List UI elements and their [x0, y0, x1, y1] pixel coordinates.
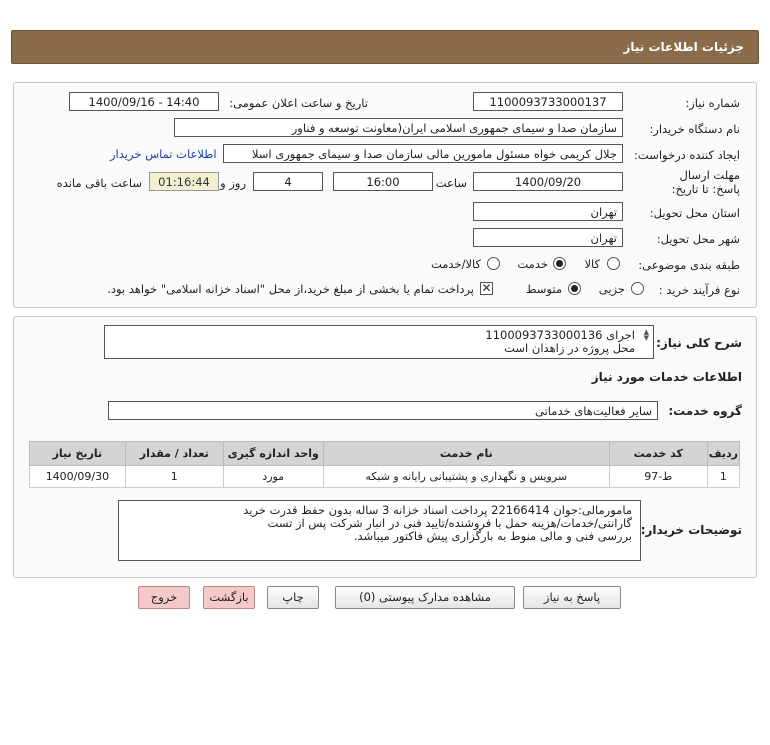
days-remaining-field: 4: [253, 172, 323, 191]
province-label: استان محل تحویل:: [649, 206, 740, 220]
buyer-notes-line-3: بررسی فنی و مالی منوط به بارگزاری پیش فاکتور میباشد.: [353, 529, 632, 543]
category-radio-goods[interactable]: [607, 257, 620, 270]
deadline-time-label: ساعت: [435, 176, 467, 190]
summary-label: شرح کلی نیاز:: [656, 336, 742, 350]
reply-button[interactable]: پاسخ به نیاز: [523, 586, 621, 609]
cell-service-name: سرویس و نگهداری و پشتیبانی رایانه و شبکه: [323, 466, 609, 488]
category-option-service: خدمت: [517, 257, 548, 271]
remaining-time-label: ساعت باقی مانده: [56, 176, 142, 190]
need-info-panel: [13, 82, 757, 308]
col-header-unit: واحد اندازه گیری: [223, 442, 323, 466]
purchase-radio-medium[interactable]: [568, 282, 581, 295]
buyer-notes-textarea[interactable]: [118, 500, 641, 561]
category-option-goods-service: کالا/خدمت: [430, 257, 481, 271]
col-header-service-name: نام خدمت: [323, 442, 609, 466]
purchase-type-label: نوع فرآیند خرید :: [658, 283, 740, 297]
deadline-label: مهلت ارسال پاسخ: تا تاریخ:: [671, 168, 740, 196]
deadline-time-field: 16:00: [333, 172, 433, 191]
services-heading: اطلاعات خدمات مورد نیاز: [591, 370, 742, 384]
city-field: تهران: [473, 228, 623, 247]
buyer-notes-line-1: مامورمالی:جوان 22166414 پرداخت اسناد خزانه 3 ساله بدون حفظ قدرت خرید: [243, 503, 632, 517]
cell-need-date: 1400/09/30: [30, 466, 126, 488]
days-label: روز و: [220, 176, 246, 190]
buyer-org-field: سازمان صدا و سیمای جمهوری اسلامی ایران(معاونت توسعه و فناور: [174, 118, 623, 137]
category-label: طبقه بندی موضوعی:: [638, 258, 740, 272]
buyer-contact-link[interactable]: اطلاعات تماس خریدار: [110, 147, 217, 161]
col-header-row-number: ردیف: [707, 442, 739, 466]
print-button[interactable]: چاپ: [267, 586, 319, 609]
col-header-need-date: تاریخ نیاز: [30, 442, 126, 466]
back-button[interactable]: بازگشت: [203, 586, 255, 609]
service-group-field: سایر فعالیت‌های خدماتی: [108, 401, 658, 420]
page-header: [11, 30, 759, 64]
need-number-label: شماره نیاز:: [685, 96, 740, 110]
city-label: شهر محل تحویل:: [656, 232, 740, 246]
summary-textarea[interactable]: [104, 325, 654, 359]
announce-date-label: تاریخ و ساعت اعلان عمومی:: [229, 96, 368, 110]
page-title: جزئیات اطلاعات نیاز: [623, 40, 744, 54]
view-attachments-button[interactable]: مشاهده مدارک پیوستی (0): [335, 586, 515, 609]
col-header-service-code: کد خدمت: [609, 442, 707, 466]
need-number-field: 1100093733000137: [473, 92, 623, 111]
category-option-goods: کالا: [584, 257, 600, 271]
announce-date-field: 1400/09/16 - 14:40: [69, 92, 219, 111]
summary-line-2: محل پروژه در زاهدان است: [504, 341, 635, 355]
cell-row-number: 1: [707, 466, 739, 488]
services-table: [29, 441, 740, 488]
buyer-org-label: نام دستگاه خریدار:: [649, 122, 740, 136]
buyer-notes-line-2: گارانتی/خدمات/هزینه حمل با فروشنده/تایید فنی در انبار شرکت پس از تست: [267, 516, 632, 530]
cell-service-code: ط-97: [609, 466, 707, 488]
purchase-option-minor: جزیی: [598, 282, 625, 296]
col-header-quantity: تعداد / مقدار: [125, 442, 223, 466]
purchase-option-medium: متوسط: [525, 282, 562, 296]
remaining-time-field: 01:16:44: [149, 172, 219, 191]
treasury-payment-checkbox[interactable]: ✕: [481, 281, 492, 295]
scroll-arrows-icon[interactable]: ▲ ▼: [643, 328, 649, 342]
cell-unit: مورد: [223, 466, 323, 488]
province-field: تهران: [473, 202, 623, 221]
table-row: [30, 466, 740, 488]
table-header-row: [30, 442, 740, 466]
deadline-date-field: 1400/09/20: [473, 172, 623, 191]
summary-line-1: اجرای 1100093733000136: [485, 328, 635, 342]
category-radio-goods-service[interactable]: [487, 257, 500, 270]
cell-quantity: 1: [125, 466, 223, 488]
category-radio-service[interactable]: [553, 257, 566, 270]
buyer-notes-label: توضیحات خریدار:: [640, 523, 742, 537]
requester-field: جلال کریمی خواه مسئول مامورین مالی سازمان صدا و سیمای جمهوری اسلا: [223, 144, 623, 163]
requester-label: ایجاد کننده درخواست:: [634, 148, 740, 162]
service-group-label: گروه خدمت:: [668, 404, 742, 418]
treasury-payment-note: پرداخت تمام یا بخشی از مبلغ خرید،از محل "اسناد خزانه اسلامی" خواهد بود.: [107, 282, 474, 296]
purchase-radio-minor[interactable]: [631, 282, 644, 295]
exit-button[interactable]: خروج: [138, 586, 190, 609]
